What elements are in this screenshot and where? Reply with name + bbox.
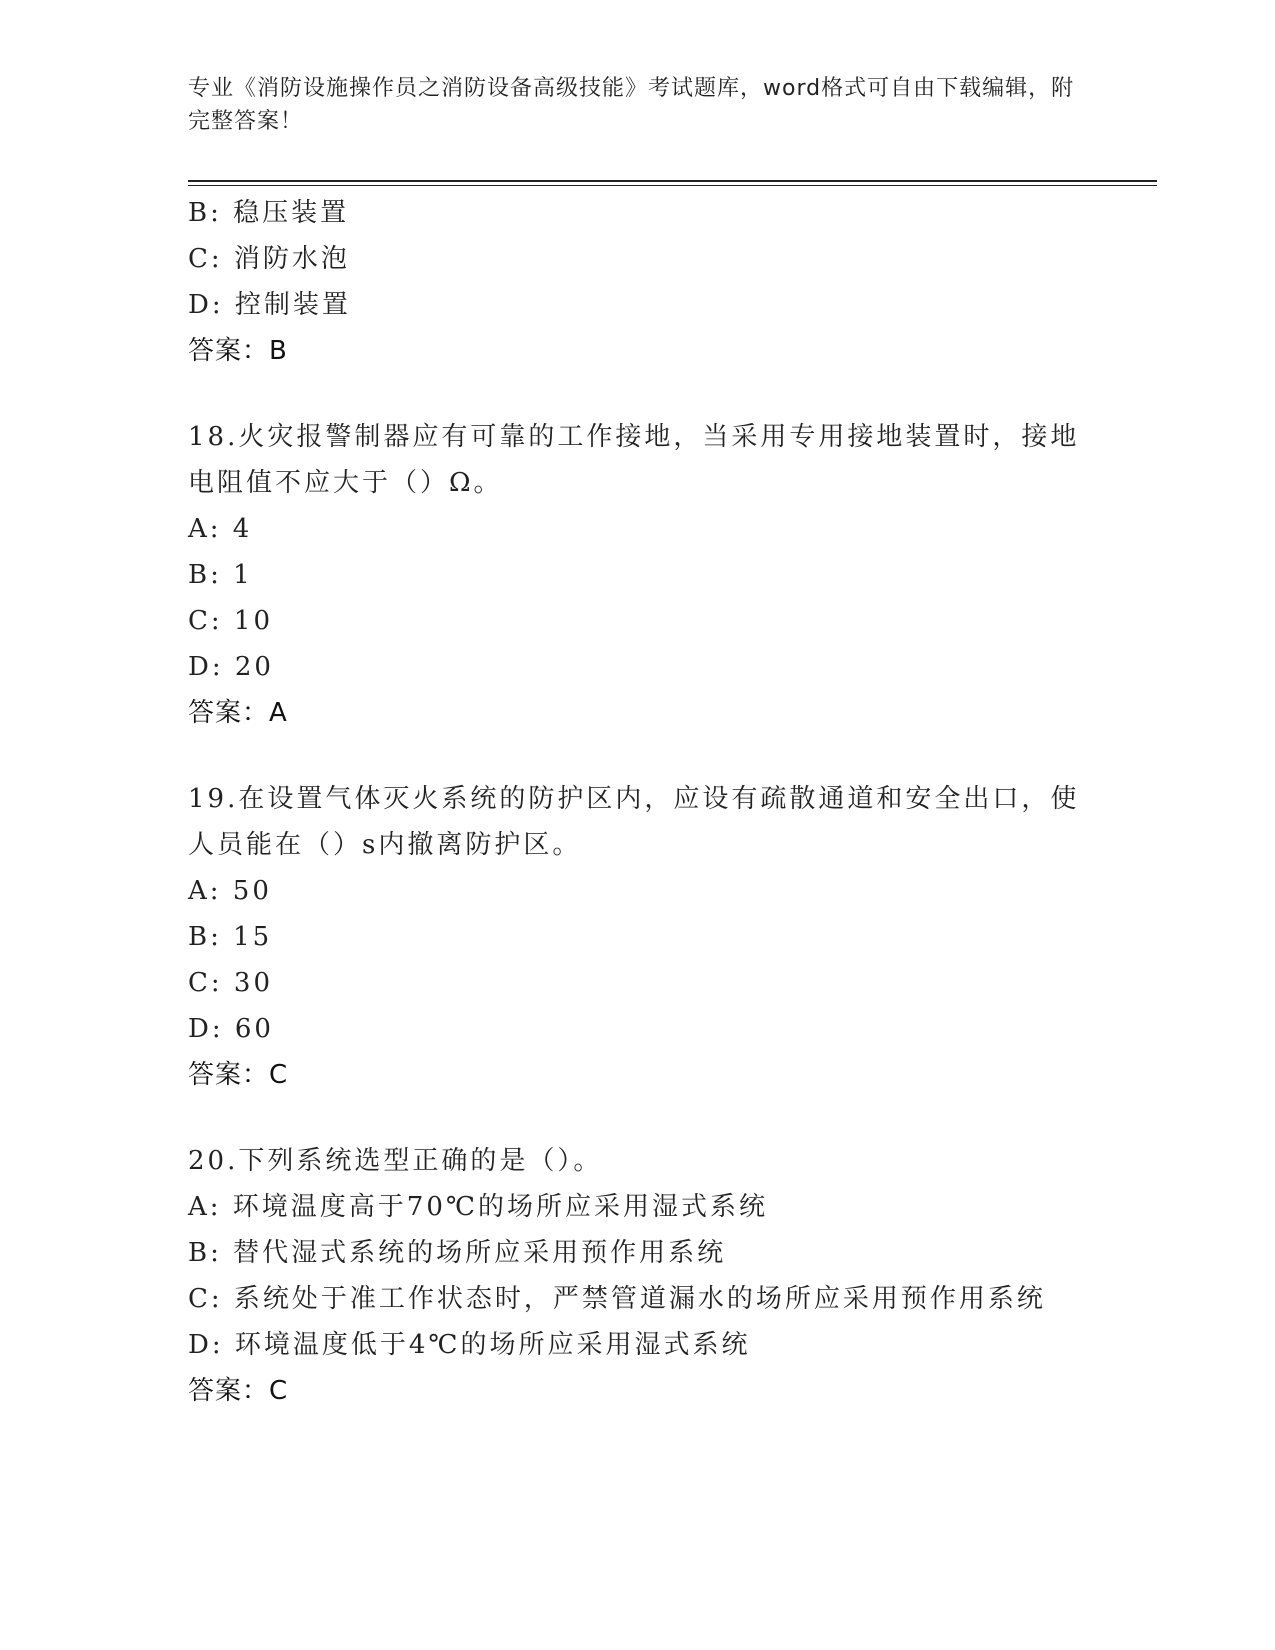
question-block-20	[188, 1138, 1088, 1414]
question-block-17	[188, 190, 1088, 374]
option-c: C: 系统处于准工作状态时，严禁管道漏水的场所应采用预作用系统	[188, 1284, 1046, 1314]
question-block-19	[188, 776, 1088, 1098]
spacer	[188, 1098, 1088, 1138]
header-divider-thick	[188, 180, 1157, 182]
option-b: B: 1	[188, 560, 253, 590]
option-c: C: 30	[188, 968, 274, 998]
question-list	[188, 190, 1088, 1414]
answer-label: 答案：C	[188, 1060, 289, 1090]
option-c: C: 消防水泡	[188, 244, 350, 274]
option-d: D: 环境温度低于4℃的场所应采用湿式系统	[188, 1330, 751, 1360]
option-a: A: 4	[188, 514, 253, 544]
option-b: B: 15	[188, 922, 273, 952]
option-d: D: 控制装置	[188, 290, 351, 320]
option-b: B: 替代湿式系统的场所应采用预作用系统	[188, 1238, 727, 1268]
page-header-title: 专业《消防设施操作员之消防设备高级技能》考试题库，word格式可自由下载编辑，附完整答案！	[188, 76, 1075, 134]
header-divider-thin	[188, 185, 1157, 186]
question-text: 19.在设置气体灭火系统的防护区内，应设有疏散通道和安全出口，使人员能在（）s内撤离防护区。	[188, 784, 1080, 860]
spacer	[188, 736, 1088, 776]
answer-label: 答案：A	[188, 698, 288, 728]
option-a: A: 环境温度高于70℃的场所应采用湿式系统	[188, 1192, 768, 1222]
option-a: A: 50	[188, 876, 272, 906]
question-text: 20.下列系统选型正确的是（）。	[188, 1146, 603, 1176]
option-d: D: 60	[188, 1014, 274, 1044]
answer-label: 答案：B	[188, 336, 288, 366]
option-c: C: 10	[188, 606, 274, 636]
answer-label: 答案：C	[188, 1376, 289, 1406]
spacer	[188, 374, 1088, 414]
option-d: D: 20	[188, 652, 274, 682]
question-text: 18.火灾报警制器应有可靠的工作接地，当采用专用接地装置时，接地电阻值不应大于（）Ω。	[188, 422, 1080, 498]
question-block-18	[188, 414, 1088, 736]
option-b: B: 稳压装置	[188, 198, 350, 228]
